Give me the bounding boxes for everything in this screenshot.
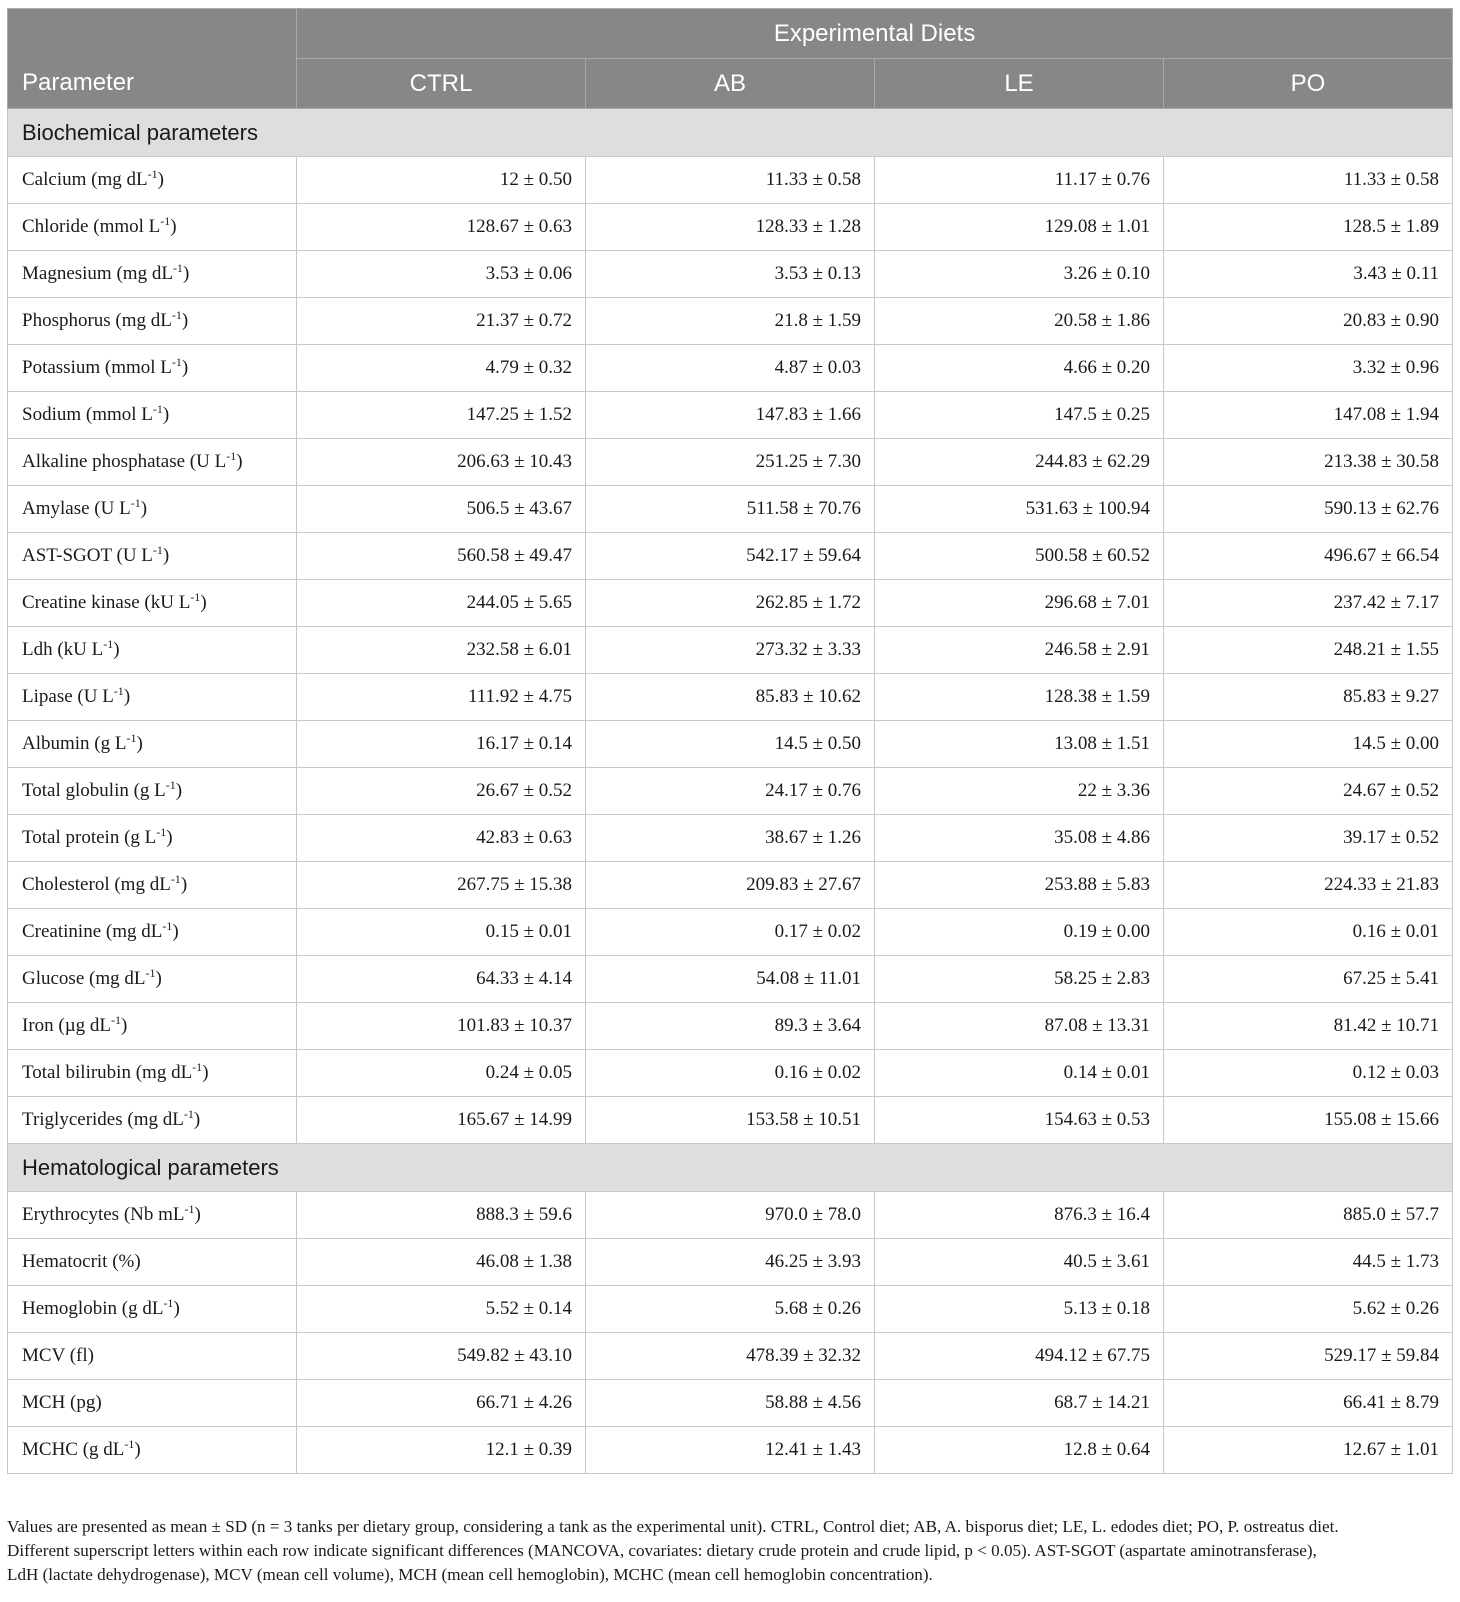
parameter-header: Parameter <box>8 9 297 109</box>
table-row <box>8 345 1453 392</box>
table-row <box>8 1286 1453 1333</box>
parameter-label <box>8 674 297 721</box>
value-cell-po: 147.08 ± 1.94 <box>1164 392 1453 439</box>
value-cell-po: 5.62 ± 0.26 <box>1164 1286 1453 1333</box>
value-cell-po: 20.83 ± 0.90 <box>1164 298 1453 345</box>
footnote-line-2: Different superscript letters within each row indicate significant differences (MANCOVA, covariates: dietary crude protein and crude lipid, p < 0.05). AST-SGOT (aspartate aminotransferase), <box>7 1541 1317 1560</box>
value-cell-ctrl: 21.37 ± 0.72 <box>297 298 586 345</box>
parameter-name: Chloride (mmol L <box>22 216 161 237</box>
value-cell-ab: 251.25 ± 7.30 <box>586 439 875 486</box>
value-cell-ctrl: 549.82 ± 43.10 <box>297 1333 586 1380</box>
unit-exponent: -1 <box>170 871 181 886</box>
table-row <box>8 627 1453 674</box>
table-row <box>8 1050 1453 1097</box>
value-cell-le: 68.7 ± 14.21 <box>875 1380 1164 1427</box>
parameter-name: Creatine kinase (kU L <box>22 592 191 613</box>
value-cell-po: 85.83 ± 9.27 <box>1164 674 1453 721</box>
parameter-name: Sodium (mmol L <box>22 404 153 425</box>
value-cell-le: 5.13 ± 0.18 <box>875 1286 1164 1333</box>
parameter-label <box>8 1333 297 1380</box>
value-cell-ab: 0.16 ± 0.02 <box>586 1050 875 1097</box>
parameter-name: Ldh (kU L <box>22 639 104 660</box>
value-cell-le: 246.58 ± 2.91 <box>875 627 1164 674</box>
parameter-name: AST-SGOT (U L <box>22 545 153 566</box>
section-row <box>8 109 1453 157</box>
value-cell-le: 500.58 ± 60.52 <box>875 533 1164 580</box>
unit-close: ) <box>200 592 207 613</box>
value-cell-ctrl: 16.17 ± 0.14 <box>297 721 586 768</box>
value-cell-ab: 3.53 ± 0.13 <box>586 251 875 298</box>
value-cell-le: 494.12 ± 67.75 <box>875 1333 1164 1380</box>
value-cell-po: 24.67 ± 0.52 <box>1164 768 1453 815</box>
parameter-label <box>8 768 297 815</box>
section-title: Hematological parameters <box>8 1144 1453 1192</box>
unit-exponent: -1 <box>165 777 176 792</box>
unit-close: ) <box>166 827 173 848</box>
value-cell-ab: 38.67 ± 1.26 <box>586 815 875 862</box>
value-cell-le: 531.63 ± 100.94 <box>875 486 1164 533</box>
value-cell-po: 128.5 ± 1.89 <box>1164 204 1453 251</box>
unit-close: ) <box>136 733 143 754</box>
unit-exponent: -1 <box>162 918 173 933</box>
parameter-label <box>8 204 297 251</box>
parameter-label <box>8 909 297 956</box>
parameter-label <box>8 345 297 392</box>
parameter-name: Creatinine (mg dL <box>22 921 163 942</box>
parameter-name: Amylase (U L <box>22 498 131 519</box>
unit-close: ) <box>193 1109 201 1130</box>
value-cell-po: 39.17 ± 0.52 <box>1164 815 1453 862</box>
table-row <box>8 251 1453 298</box>
unit-exponent: -1 <box>130 495 141 510</box>
parameter-label <box>8 251 297 298</box>
value-cell-ctrl: 206.63 ± 10.43 <box>297 439 586 486</box>
value-cell-ab: 11.33 ± 0.58 <box>586 157 875 204</box>
footnote-line-1: Values are presented as mean ± SD (n = 3 tanks per dietary group, considering a tank as the experimental unit). CTRL, Control diet; AB, A. bisporus diet; LE, L. edodes diet; PO, P. ostreatus diet. <box>7 1517 1339 1536</box>
value-cell-po: 248.21 ± 1.55 <box>1164 627 1453 674</box>
unit-close: ) <box>181 357 189 378</box>
parameter-label <box>8 721 297 768</box>
unit-exponent: -1 <box>156 824 167 839</box>
table-row <box>8 909 1453 956</box>
parameter-name: Cholesterol (mg dL <box>22 874 171 895</box>
value-cell-ctrl: 42.83 ± 0.63 <box>297 815 586 862</box>
value-cell-ab: 46.25 ± 3.93 <box>586 1239 875 1286</box>
value-cell-ctrl: 3.53 ± 0.06 <box>297 251 586 298</box>
parameter-name: Triglycerides (mg dL <box>22 1109 184 1130</box>
unit-close: ) <box>134 1439 141 1460</box>
unit-exponent: -1 <box>113 683 124 698</box>
value-cell-po: 590.13 ± 62.76 <box>1164 486 1453 533</box>
table-row <box>8 439 1453 486</box>
value-cell-le: 22 ± 3.36 <box>875 768 1164 815</box>
table-row <box>8 768 1453 815</box>
parameter-label <box>8 1097 297 1144</box>
unit-close: ) <box>194 1204 201 1225</box>
unit-exponent: -1 <box>171 354 182 369</box>
value-cell-le: 147.5 ± 0.25 <box>875 392 1164 439</box>
parameter-label <box>8 627 297 674</box>
parameter-label <box>8 862 297 909</box>
parameter-name: Lipase (U L <box>22 686 114 707</box>
value-cell-ab: 511.58 ± 70.76 <box>586 486 875 533</box>
unit-exponent: -1 <box>163 1295 174 1310</box>
parameter-name: Hemoglobin (g dL <box>22 1298 164 1319</box>
unit-exponent: -1 <box>147 166 158 181</box>
value-cell-po: 81.42 ± 10.71 <box>1164 1003 1453 1050</box>
value-cell-le: 876.3 ± 16.4 <box>875 1192 1164 1239</box>
parameter-name: Iron (µg dL <box>22 1015 112 1036</box>
table-row <box>8 1380 1453 1427</box>
table-row <box>8 392 1453 439</box>
unit-close: ) <box>172 921 179 942</box>
parameter-name: MCH (pg) <box>22 1392 102 1413</box>
parameter-name: Albumin (g L <box>22 733 127 754</box>
parameter-name: Total bilirubin (mg dL <box>22 1062 193 1083</box>
table-row <box>8 298 1453 345</box>
value-cell-ab: 147.83 ± 1.66 <box>586 392 875 439</box>
experimental-diets-header: Experimental Diets <box>297 9 1453 59</box>
unit-close: ) <box>121 1015 128 1036</box>
parameter-label <box>8 1003 297 1050</box>
value-cell-po: 14.5 ± 0.00 <box>1164 721 1453 768</box>
value-cell-ab: 21.8 ± 1.59 <box>586 298 875 345</box>
value-cell-ctrl: 147.25 ± 1.52 <box>297 392 586 439</box>
value-cell-ab: 970.0 ± 78.0 <box>586 1192 875 1239</box>
unit-close: ) <box>170 216 177 237</box>
column-header-po: PO <box>1164 59 1453 109</box>
value-cell-po: 67.25 ± 5.41 <box>1164 956 1453 1003</box>
unit-close: ) <box>162 404 170 425</box>
value-cell-le: 35.08 ± 4.86 <box>875 815 1164 862</box>
section-title: Biochemical parameters <box>8 109 1453 157</box>
unit-exponent: -1 <box>172 260 183 275</box>
value-cell-po: 213.38 ± 30.58 <box>1164 439 1453 486</box>
unit-exponent: -1 <box>184 1201 195 1216</box>
footnote-line-3: LdH (lactate dehydrogenase), MCV (mean cell volume), MCH (mean cell hemoglobin), MCHC (mean cell hemoglobin concentration). <box>7 1565 933 1584</box>
results-table <box>7 8 1453 1474</box>
unit-exponent: -1 <box>124 1436 135 1451</box>
unit-exponent: -1 <box>126 730 137 745</box>
value-cell-ctrl: 0.24 ± 0.05 <box>297 1050 586 1097</box>
value-cell-ctrl: 101.83 ± 10.37 <box>297 1003 586 1050</box>
column-header-ctrl: CTRL <box>297 59 586 109</box>
value-cell-ab: 478.39 ± 32.32 <box>586 1333 875 1380</box>
unit-close: ) <box>175 780 183 801</box>
value-cell-po: 224.33 ± 21.83 <box>1164 862 1453 909</box>
value-cell-ctrl: 12 ± 0.50 <box>297 157 586 204</box>
parameter-label <box>8 956 297 1003</box>
unit-exponent: -1 <box>145 965 156 980</box>
value-cell-le: 0.14 ± 0.01 <box>875 1050 1164 1097</box>
parameter-name: Erythrocytes (Nb mL <box>22 1204 185 1225</box>
parameter-label <box>8 1286 297 1333</box>
value-cell-ab: 128.33 ± 1.28 <box>586 204 875 251</box>
table-row <box>8 815 1453 862</box>
unit-exponent: -1 <box>190 589 201 604</box>
parameter-label <box>8 1380 297 1427</box>
value-cell-po: 11.33 ± 0.58 <box>1164 157 1453 204</box>
unit-exponent: -1 <box>111 1012 122 1027</box>
parameter-name: Magnesium (mg dL <box>22 263 173 284</box>
table-row <box>8 1239 1453 1286</box>
value-cell-po: 3.43 ± 0.11 <box>1164 251 1453 298</box>
value-cell-po: 0.16 ± 0.01 <box>1164 909 1453 956</box>
value-cell-po: 155.08 ± 15.66 <box>1164 1097 1453 1144</box>
value-cell-ctrl: 64.33 ± 4.14 <box>297 956 586 1003</box>
parameter-name: Alkaline phosphatase (U L <box>22 451 227 472</box>
value-cell-ab: 209.83 ± 27.67 <box>586 862 875 909</box>
parameter-label <box>8 533 297 580</box>
unit-close: ) <box>180 874 188 895</box>
column-header-le: LE <box>875 59 1164 109</box>
value-cell-ctrl: 244.05 ± 5.65 <box>297 580 586 627</box>
value-cell-ctrl: 12.1 ± 0.39 <box>297 1427 586 1474</box>
unit-exponent: -1 <box>226 448 237 463</box>
table-row <box>8 1192 1453 1239</box>
value-cell-le: 12.8 ± 0.64 <box>875 1427 1164 1474</box>
value-cell-ab: 153.58 ± 10.51 <box>586 1097 875 1144</box>
unit-close: ) <box>113 639 120 660</box>
value-cell-le: 244.83 ± 62.29 <box>875 439 1164 486</box>
unit-close: ) <box>181 310 189 331</box>
value-cell-le: 0.19 ± 0.00 <box>875 909 1164 956</box>
parameter-name: MCHC (g dL <box>22 1439 125 1460</box>
parameter-label <box>8 580 297 627</box>
value-cell-le: 13.08 ± 1.51 <box>875 721 1164 768</box>
value-cell-ab: 262.85 ± 1.72 <box>586 580 875 627</box>
parameter-label <box>8 1192 297 1239</box>
table-row <box>8 1003 1453 1050</box>
data-table-container <box>7 8 1452 1474</box>
table-row <box>8 1333 1453 1380</box>
table-row <box>8 1427 1453 1474</box>
value-cell-po: 3.32 ± 0.96 <box>1164 345 1453 392</box>
value-cell-le: 4.66 ± 0.20 <box>875 345 1164 392</box>
value-cell-po: 0.12 ± 0.03 <box>1164 1050 1453 1097</box>
parameter-name: Phosphorus (mg dL <box>22 310 172 331</box>
value-cell-le: 11.17 ± 0.76 <box>875 157 1164 204</box>
value-cell-ctrl: 560.58 ± 49.47 <box>297 533 586 580</box>
value-cell-le: 58.25 ± 2.83 <box>875 956 1164 1003</box>
unit-exponent: -1 <box>160 213 171 228</box>
value-cell-po: 66.41 ± 8.79 <box>1164 1380 1453 1427</box>
value-cell-po: 529.17 ± 59.84 <box>1164 1333 1453 1380</box>
unit-close: ) <box>236 451 243 472</box>
parameter-name: Hematocrit (%) <box>22 1251 141 1272</box>
value-cell-ab: 85.83 ± 10.62 <box>586 674 875 721</box>
value-cell-ctrl: 165.67 ± 14.99 <box>297 1097 586 1144</box>
value-cell-ctrl: 267.75 ± 15.38 <box>297 862 586 909</box>
table-row <box>8 956 1453 1003</box>
unit-exponent: -1 <box>103 636 114 651</box>
value-cell-ctrl: 506.5 ± 43.67 <box>297 486 586 533</box>
value-cell-ab: 5.68 ± 0.26 <box>586 1286 875 1333</box>
parameter-label <box>8 298 297 345</box>
parameter-label <box>8 486 297 533</box>
column-header-ab: AB <box>586 59 875 109</box>
value-cell-ctrl: 128.67 ± 0.63 <box>297 204 586 251</box>
unit-close: ) <box>162 545 170 566</box>
table-row <box>8 580 1453 627</box>
table-row <box>8 157 1453 204</box>
value-cell-ab: 14.5 ± 0.50 <box>586 721 875 768</box>
unit-exponent: -1 <box>183 1106 194 1121</box>
parameter-name: Glucose (mg dL <box>22 968 146 989</box>
value-cell-ab: 89.3 ± 3.64 <box>586 1003 875 1050</box>
value-cell-ctrl: 5.52 ± 0.14 <box>297 1286 586 1333</box>
value-cell-po: 885.0 ± 57.7 <box>1164 1192 1453 1239</box>
unit-exponent: -1 <box>152 542 163 557</box>
value-cell-ab: 12.41 ± 1.43 <box>586 1427 875 1474</box>
value-cell-ab: 0.17 ± 0.02 <box>586 909 875 956</box>
value-cell-le: 296.68 ± 7.01 <box>875 580 1164 627</box>
unit-exponent: -1 <box>152 401 163 416</box>
value-cell-le: 154.63 ± 0.53 <box>875 1097 1164 1144</box>
parameter-name: MCV (fl) <box>22 1345 94 1366</box>
value-cell-le: 128.38 ± 1.59 <box>875 674 1164 721</box>
table-row <box>8 204 1453 251</box>
table-footnote <box>7 1515 1457 1587</box>
table-row <box>8 721 1453 768</box>
parameter-label <box>8 439 297 486</box>
value-cell-po: 496.67 ± 66.54 <box>1164 533 1453 580</box>
value-cell-po: 12.67 ± 1.01 <box>1164 1427 1453 1474</box>
table-body <box>8 109 1453 1474</box>
value-cell-ab: 24.17 ± 0.76 <box>586 768 875 815</box>
parameter-name: Total globulin (g L <box>22 780 166 801</box>
value-cell-le: 40.5 ± 3.61 <box>875 1239 1164 1286</box>
parameter-name: Total protein (g L <box>22 827 157 848</box>
table-row <box>8 533 1453 580</box>
value-cell-ab: 273.32 ± 3.33 <box>586 627 875 674</box>
value-cell-ctrl: 111.92 ± 4.75 <box>297 674 586 721</box>
value-cell-ctrl: 4.79 ± 0.32 <box>297 345 586 392</box>
parameter-name: Calcium (mg dL <box>22 169 148 190</box>
value-cell-le: 253.88 ± 5.83 <box>875 862 1164 909</box>
parameter-label <box>8 1427 297 1474</box>
unit-exponent: -1 <box>171 307 182 322</box>
parameter-label <box>8 815 297 862</box>
unit-close: ) <box>182 263 190 284</box>
parameter-label <box>8 157 297 204</box>
parameter-name: Potassium (mmol L <box>22 357 172 378</box>
parameter-label <box>8 1239 297 1286</box>
value-cell-po: 237.42 ± 7.17 <box>1164 580 1453 627</box>
table-row <box>8 1097 1453 1144</box>
value-cell-ctrl: 66.71 ± 4.26 <box>297 1380 586 1427</box>
unit-close: ) <box>155 968 162 989</box>
value-cell-le: 20.58 ± 1.86 <box>875 298 1164 345</box>
table-row <box>8 862 1453 909</box>
value-cell-ab: 542.17 ± 59.64 <box>586 533 875 580</box>
parameter-label <box>8 392 297 439</box>
unit-close: ) <box>157 169 164 190</box>
value-cell-ctrl: 0.15 ± 0.01 <box>297 909 586 956</box>
value-cell-ctrl: 46.08 ± 1.38 <box>297 1239 586 1286</box>
unit-close: ) <box>202 1062 209 1083</box>
value-cell-le: 129.08 ± 1.01 <box>875 204 1164 251</box>
table-row <box>8 674 1453 721</box>
value-cell-le: 87.08 ± 13.31 <box>875 1003 1164 1050</box>
unit-close: ) <box>173 1298 180 1319</box>
parameter-label <box>8 1050 297 1097</box>
value-cell-ctrl: 888.3 ± 59.6 <box>297 1192 586 1239</box>
value-cell-ab: 54.08 ± 11.01 <box>586 956 875 1003</box>
table-header <box>8 9 1453 109</box>
unit-exponent: -1 <box>192 1059 203 1074</box>
table-row <box>8 486 1453 533</box>
value-cell-ctrl: 232.58 ± 6.01 <box>297 627 586 674</box>
unit-close: ) <box>140 498 148 519</box>
value-cell-ctrl: 26.67 ± 0.52 <box>297 768 586 815</box>
value-cell-po: 44.5 ± 1.73 <box>1164 1239 1453 1286</box>
value-cell-le: 3.26 ± 0.10 <box>875 251 1164 298</box>
unit-close: ) <box>123 686 131 707</box>
section-row <box>8 1144 1453 1192</box>
value-cell-ab: 58.88 ± 4.56 <box>586 1380 875 1427</box>
value-cell-ab: 4.87 ± 0.03 <box>586 345 875 392</box>
